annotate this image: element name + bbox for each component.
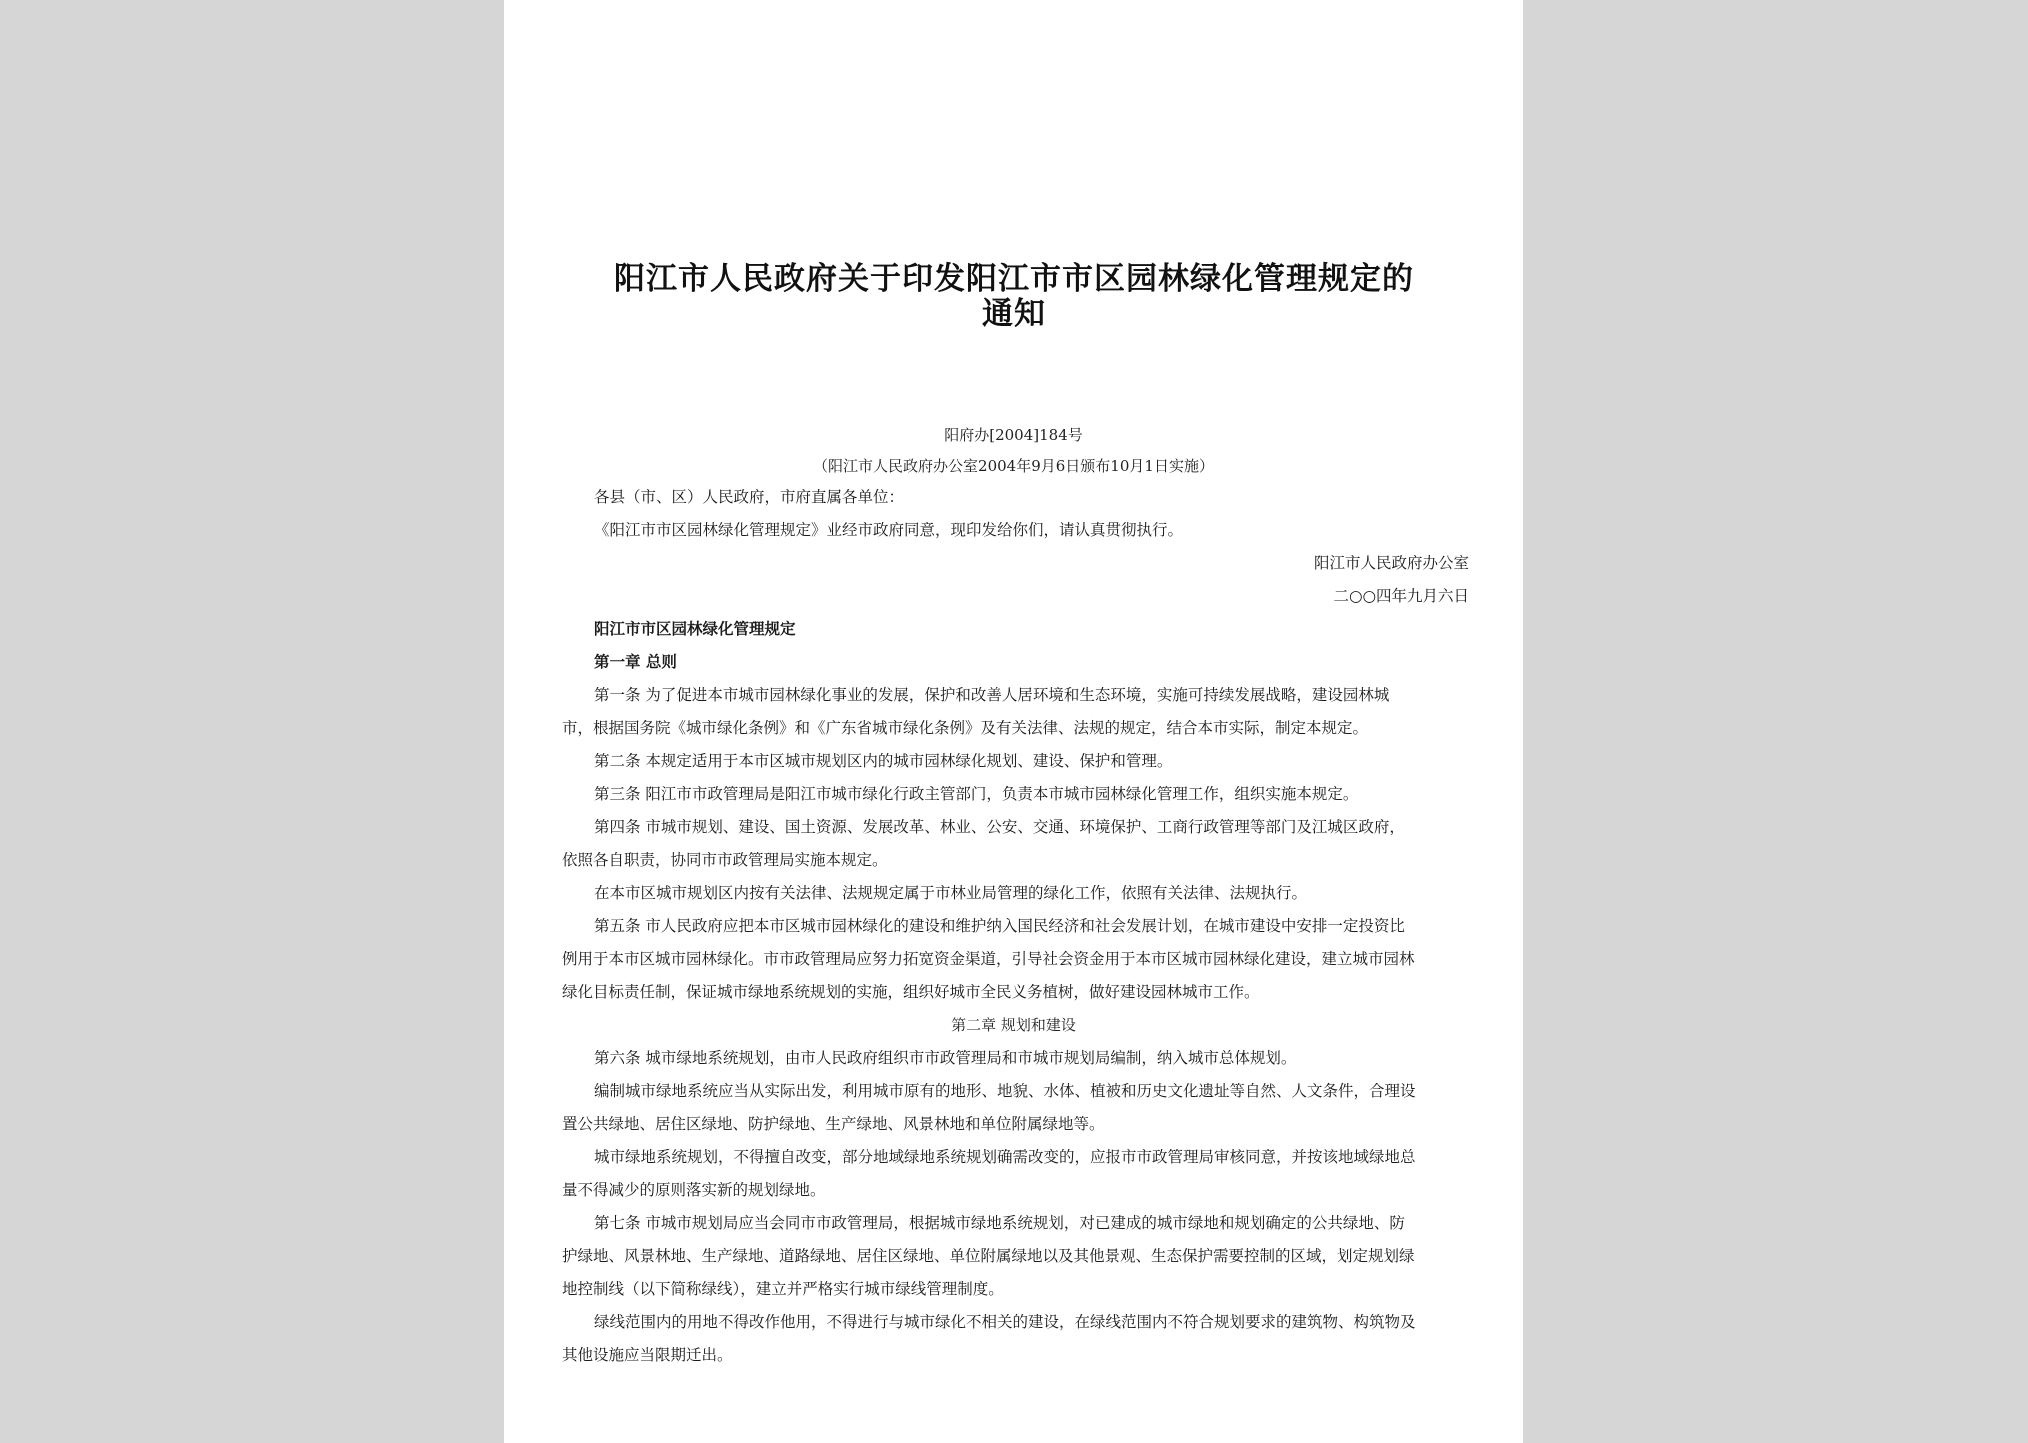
body-line: 例用于本市区城市园林绿化。市市政管理局应努力拓宽资金渠道，引导社会资金用于本市区城市园林绿化建设，建立城市园林	[562, 950, 1415, 968]
addressee: 各县（市、区）人民政府，市府直属各单位：	[594, 488, 905, 506]
issue-note: （阳江市人民政府办公室2004年9月6日颁布10月1日实施）	[813, 457, 1214, 475]
body-line: 在本市区城市规划区内按有关法律、法规规定属于市林业局管理的绿化工作，依照有关法律、法规执行。	[594, 884, 1308, 902]
document-number: 阳府办[2004]184号	[944, 426, 1083, 444]
chapter-heading: 第一章 总则	[594, 652, 677, 671]
issuer: 阳江市人民政府办公室	[1313, 554, 1469, 572]
body-line: 市，根据国务院《城市绿化条例》和《广东省城市绿化条例》及有关法律、法规的规定，结合本市实际，制定本规定。	[562, 719, 1369, 737]
body-line: 第四条 市城市规划、建设、国土资源、发展改革、林业、公安、交通、环境保护、工商行政管理等部门及江城区政府，	[594, 818, 1405, 836]
issue-date: 二○○四年九月六日	[1333, 587, 1469, 605]
body-line: 第六条 城市绿地系统规划，由市人民政府组织市市政管理局和市城市规划局编制，纳入城市总体规划。	[594, 1049, 1297, 1067]
document-page	[504, 0, 1523, 1443]
body-line: 护绿地、风景林地、生产绿地、道路绿地、居住区绿地、单位附属绿地以及其他景观、生态保护需要控制的区域，划定规划绿	[562, 1247, 1415, 1265]
regulation-title: 阳江市市区园林绿化管理规定	[594, 619, 796, 638]
body-line: 依照各自职责，协同市市政管理局实施本规定。	[562, 851, 888, 869]
body-line: 编制城市绿地系统应当从实际出发，利用城市原有的地形、地貌、水体、植被和历史文化遗址等自然、人文条件，合理设	[594, 1082, 1416, 1100]
intro-paragraph: 《阳江市市区园林绿化管理规定》业经市政府同意，现印发给你们，请认真贯彻执行。	[594, 521, 1184, 539]
chapter-heading: 第二章 规划和建设	[951, 1016, 1076, 1034]
body-line: 第七条 市城市规划局应当会同市市政管理局，根据城市绿地系统规划，对已建成的城市绿地和规划确定的公共绿地、防	[594, 1214, 1405, 1232]
body-line: 第三条 阳江市市政管理局是阳江市城市绿化行政主管部门，负责本市城市园林绿化管理工作，组织实施本规定。	[594, 785, 1359, 803]
body-line: 第一条 为了促进本市城市园林绿化事业的发展，保护和改善人居环境和生态环境，实施可持续发展战略，建设园林城	[594, 686, 1390, 704]
document-title: 阳江市人民政府关于印发阳江市市区园林绿化管理规定的通知	[614, 261, 1414, 332]
body-line: 量不得减少的原则落实新的规划绿地。	[562, 1181, 826, 1199]
body-line: 地控制线（以下简称绿线），建立并严格实行城市绿线管理制度。	[562, 1280, 1004, 1298]
body-line: 城市绿地系统规划，不得擅自改变，部分地域绿地系统规划确需改变的，应报市市政管理局审核同意，并按该地域绿地总	[594, 1148, 1416, 1166]
body-line: 绿化目标责任制，保证城市绿地系统规划的实施，组织好城市全民义务植树，做好建设园林城市工作。	[562, 983, 1260, 1001]
body-line: 第二条 本规定适用于本市区城市规划区内的城市园林绿化规划、建设、保护和管理。	[594, 752, 1173, 770]
body-line: 置公共绿地、居住区绿地、防护绿地、生产绿地、风景林地和单位附属绿地等。	[562, 1115, 1105, 1133]
body-line: 其他设施应当限期迁出。	[562, 1346, 733, 1364]
body-line: 绿线范围内的用地不得改作他用，不得进行与城市绿化不相关的建设，在绿线范围内不符合规划要求的建筑物、构筑物及	[594, 1313, 1416, 1331]
body-line: 第五条 市人民政府应把本市区城市园林绿化的建设和维护纳入国民经济和社会发展计划，在城市建设中安排一定投资比	[594, 917, 1405, 935]
